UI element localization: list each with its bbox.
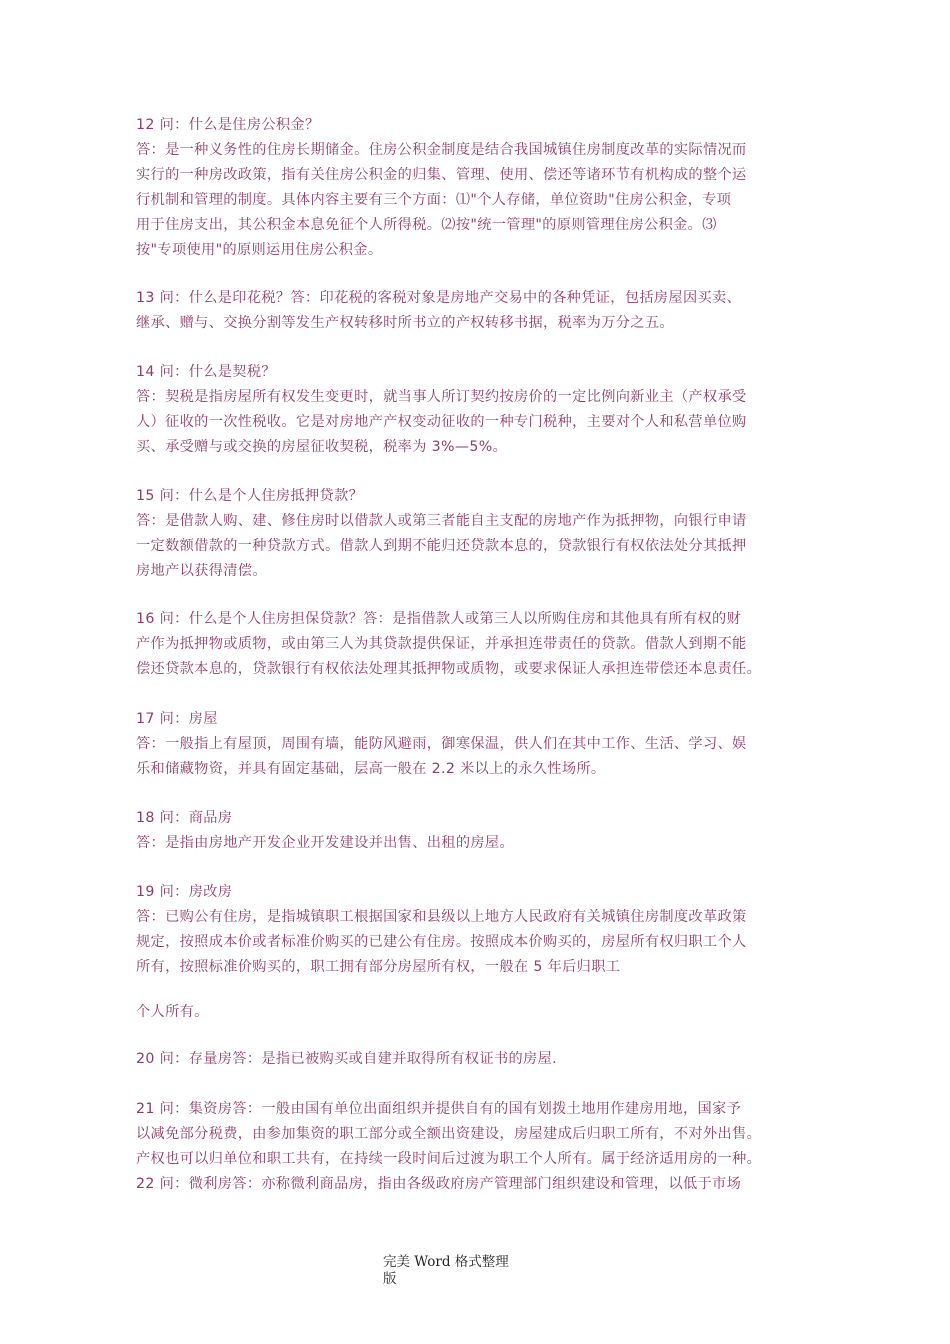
answer-line: 一定数额借款的一种贷款方式。借款人到期不能归还贷款本息的，贷款银行有权依法处分其抵押 [136,538,747,554]
page-footer [383,1254,563,1288]
faq-item-13 [136,286,826,336]
question-heading: 21 问：集资房答：一般由国有单位出面组织并提供自有的国有划拨土地用作建房用地，国家予 [136,1101,742,1117]
answer-line: 行机制和管理的制度。具体内容主要有三个方面：⑴"个人存储，单位资助"住房公积金，专项 [136,192,732,208]
question-heading: 22 问：微利房答：亦称微利商品房，指由各级政府房产管理部门组织建设和管理，以低于市场 [136,1176,742,1192]
answer-line: 所有，按照标准价购买的，职工拥有部分房屋所有权，一般在 5 年后归职工 [136,959,621,975]
question-heading: 13 问：什么是印花税？答：印花税的客税对象是房地产交易中的各种凭证，包括房屋因买卖、 [136,290,742,306]
answer-line: 答：一般指上有屋顶，周围有墙，能防风避雨，御寒保温，供人们在其中工作、生活、学习、娱 [136,736,747,752]
answer-line: 人）征收的一次性税收。它是对房地产产权变动征收的一种专门税种，主要对个人和私营单位购 [136,414,747,430]
faq-item-17 [136,707,826,782]
faq-item-12 [136,113,826,263]
answer-line: 答：是指由房地产开发企业开发建设并出售、出租的房屋。 [136,835,514,851]
answer-line: 继承、赠与、交换分割等发生产权转移时所书立的产权转移书据，税率为万分之五。 [136,315,674,331]
faq-item-19 [136,880,826,980]
answer-line: 个人所有。 [136,1004,209,1020]
answer-line: 买、承受赠与或交换的房屋征收契税，税率为 3%—5%。 [136,439,508,455]
faq-item-14 [136,360,826,460]
question-heading: 17 问：房屋 [136,711,218,727]
answer-line: 乐和储藏物资，并具有固定基础，层高一般在 2.2 米以上的永久性场所。 [136,761,606,777]
question-heading: 16 问：什么是个人住房担保贷款？答：是指借款人或第三人以所购住房和其他具有所有权的财 [136,611,742,627]
answer-line: 以减免部分税费，由参加集资的职工部分或全额出资建设，房屋建成后归职工所有，不对外出售。 [136,1126,762,1142]
question-heading: 12 问：什么是住房公积金？ [136,117,320,133]
faq-item-21 [136,1097,826,1197]
footer-text-line-1: 完美 Word 格式整理 [383,1254,509,1270]
answer-line: 产作为抵押物或质物，或由第三人为其贷款提供保证，并承担连带责任的贷款。借款人到期不能 [136,636,747,652]
answer-line: 偿还贷款本息的，贷款银行有权依法处理其抵押物或质物，或要求保证人承担连带偿还本息责任。 [136,661,762,677]
answer-line: 答：是一种义务性的住房长期储金。住房公积金制度是结合我国城镇住房制度改革的实际情况而 [136,142,747,158]
answer-line: 实行的一种房改政策，指有关住房公积金的归集、管理、使用、偿还等诸环节有机构成的整个运 [136,167,747,183]
question-heading: 15 问：什么是个人住房抵押贷款？ [136,488,364,504]
faq-item-19-continuation [136,1000,826,1025]
answer-line: 用于住房支出，其公积金本息免征个人所得税。⑵按"统一管理"的原则管理住房公积金。⑶ [136,217,717,233]
faq-item-18 [136,806,826,856]
faq-item-16 [136,607,826,682]
answer-line: 按"专项使用"的原则运用住房公积金。 [136,242,383,258]
question-heading: 19 问：房改房 [136,884,233,900]
footer-text-line-2: 版 [383,1271,397,1287]
question-heading: 20 问：存量房答：是指已被购买或自建并取得所有权证书的房屋. [136,1051,557,1067]
answer-line: 答：是借款人购、建、修住房时以借款人或第三者能自主支配的房地产作为抵押物，向银行申请 [136,513,747,529]
question-heading: 14 问：什么是契税？ [136,364,276,380]
faq-item-20 [136,1047,826,1072]
answer-line: 产权也可以归单位和职工共有，在持续一段时间后过渡为职工个人所有。属于经济适用房的一种。 [136,1151,762,1167]
answer-line: 规定，按照成本价或者标准价购买的已建公有住房。按照成本价购买的，房屋所有权归职工个人 [136,934,747,950]
faq-item-15 [136,484,826,584]
answer-line: 房地产以获得清偿。 [136,563,267,579]
answer-line: 答：已购公有住房，是指城镇职工根据国家和县级以上地方人民政府有关城镇住房制度改革政策 [136,909,747,925]
question-heading: 18 问：商品房 [136,810,233,826]
answer-line: 答：契税是指房屋所有权发生变更时，就当事人所订契约按房价的一定比例向新业主（产权承受 [136,389,747,405]
